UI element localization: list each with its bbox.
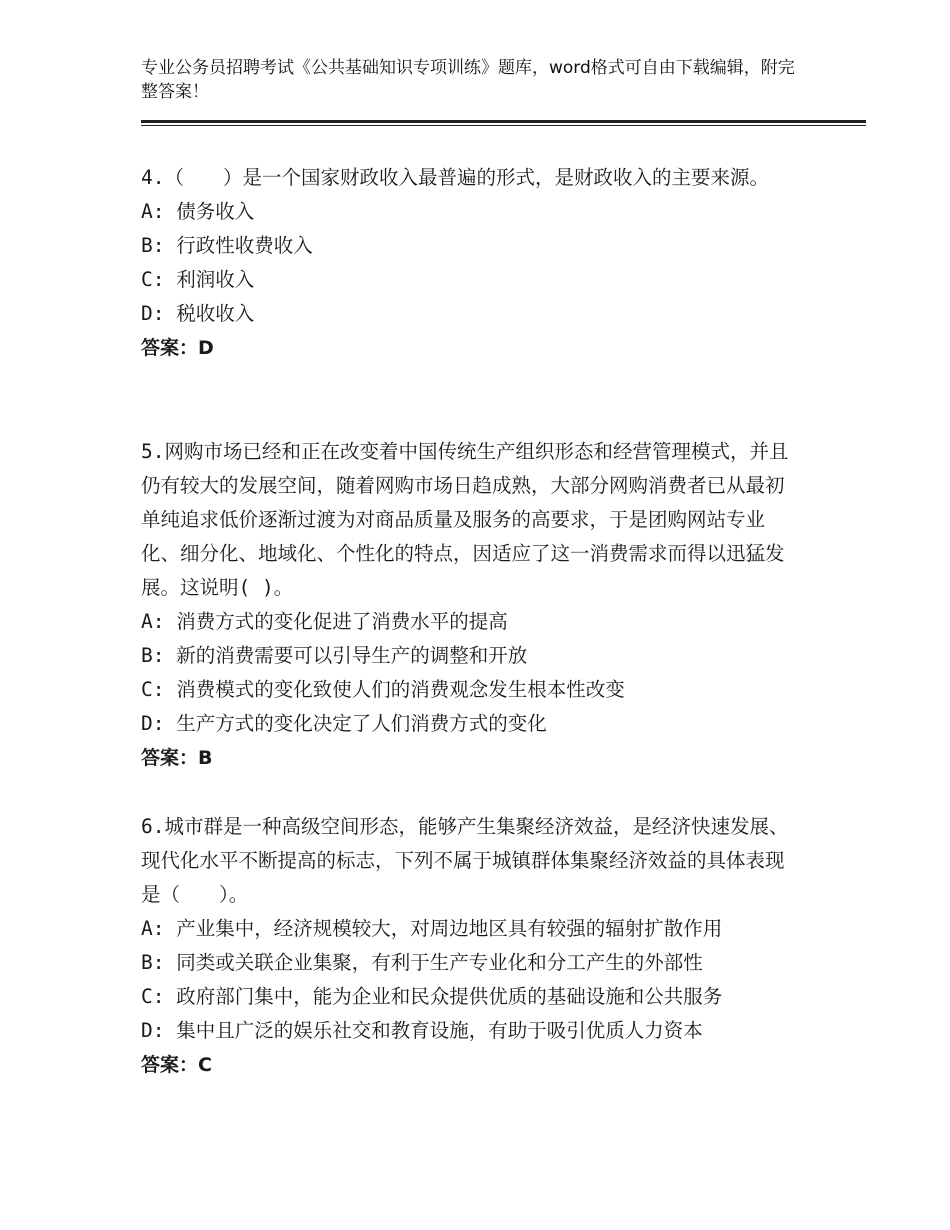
- option-c: C: 消费模式的变化致使人们的消费观念发生根本性改变: [141, 678, 625, 701]
- question-stem: 6.城市群是一种高级空间形态，能够产生集聚经济效益，是经济快速发展、现代化水平不断提高的标志，下列不属于城镇群体集聚经济效益的具体表现是（ ）。: [141, 815, 789, 906]
- question-stem: 4.（ ）是一个国家财政收入最普遍的形式，是财政收入的主要来源。: [141, 166, 769, 189]
- document-header: [141, 56, 801, 104]
- header-divider-thick: [141, 120, 866, 123]
- option-c: C: 政府部门集中，能为企业和民众提供优质的基础设施和公共服务: [141, 985, 723, 1008]
- question-6: [141, 810, 801, 1082]
- option-a: A: 产业集中，经济规模较大，对周边地区具有较强的辐射扩散作用: [141, 917, 723, 940]
- answer-label: 答案：C: [141, 1054, 212, 1076]
- option-d: D: 税收收入: [141, 302, 255, 325]
- header-text: 专业公务员招聘考试《公共基础知识专项训练》题库，word格式可自由下载编辑，附完整答案！: [141, 58, 795, 102]
- question-stem: 5.网购市场已经和正在改变着中国传统生产组织形态和经营管理模式，并且仍有较大的发展空间，随着网购市场日趋成熟，大部分网购消费者已从最初单纯追求低价逐渐过渡为对商品质量及服务的高要求，于是团购网站专业化、细分化、地域化、个性化的特点，因适应了这一消费需求而得以迅猛发展。这说明( )。: [141, 440, 789, 599]
- option-a: A: 消费方式的变化促进了消费水平的提高: [141, 610, 508, 633]
- question-4: [141, 161, 801, 365]
- header-divider-thin: [141, 125, 866, 126]
- answer-label: 答案：D: [141, 337, 214, 359]
- option-d: D: 生产方式的变化决定了人们消费方式的变化: [141, 712, 547, 735]
- option-c: C: 利润收入: [141, 268, 255, 291]
- option-b: B: 行政性收费收入: [141, 234, 313, 257]
- option-b: B: 新的消费需要可以引导生产的调整和开放: [141, 644, 528, 667]
- question-5: [141, 435, 801, 775]
- option-d: D: 集中且广泛的娱乐社交和教育设施，有助于吸引优质人力资本: [141, 1019, 703, 1042]
- option-a: A: 债务收入: [141, 200, 255, 223]
- answer-label: 答案：B: [141, 747, 213, 769]
- option-b: B: 同类或关联企业集聚，有利于生产专业化和分工产生的外部性: [141, 951, 703, 974]
